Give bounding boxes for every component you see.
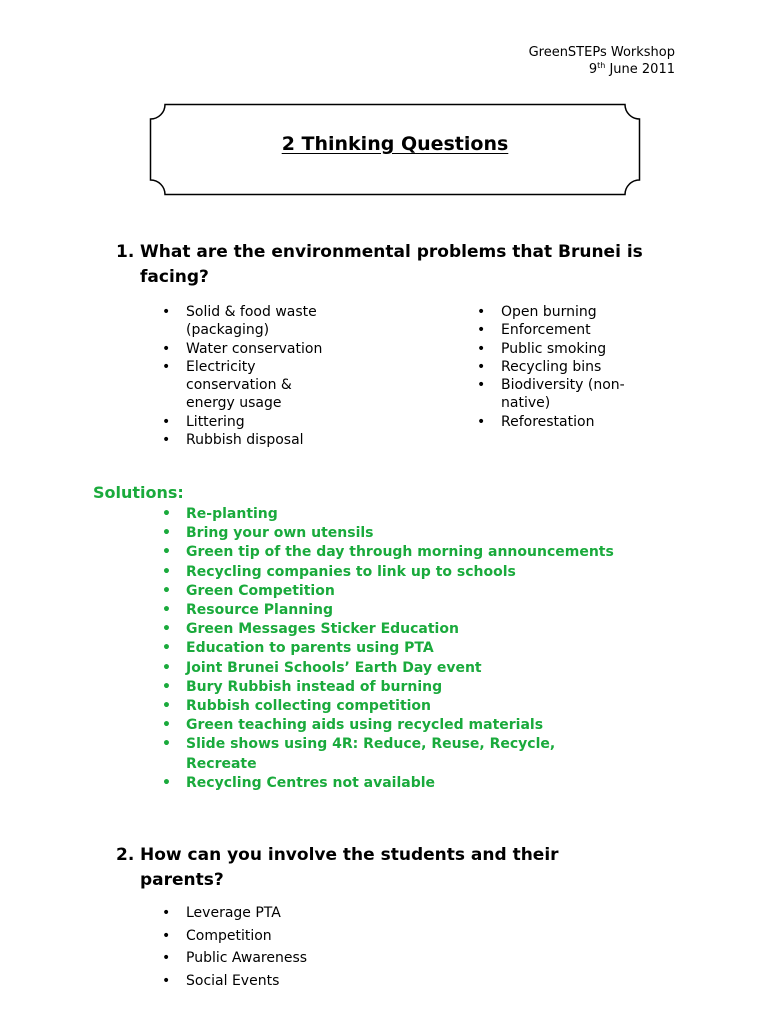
involvement-list: [162, 902, 462, 992]
list-item: • Solid & food waste (packaging): [162, 303, 362, 340]
list-item: • Bury Rubbish instead of burning: [162, 678, 722, 697]
solutions-list: [162, 505, 722, 793]
list-item: • Recycling bins: [477, 358, 677, 376]
list-item: • Education to parents using PTA: [162, 639, 722, 658]
list-item: • Rubbish disposal: [162, 431, 362, 449]
list-item: • Green tip of the day through morning announcements: [162, 543, 722, 562]
list-item: • Recycling companies to link up to schools: [162, 563, 722, 582]
problems-list-left: [162, 303, 362, 449]
workshop-name: GreenSTEPs Workshop: [528, 45, 675, 60]
list-item: • Resource Planning: [162, 601, 722, 620]
list-item: • Rubbish collecting competition: [162, 697, 722, 716]
list-item: • Green Competition: [162, 582, 722, 601]
list-item: • Green Messages Sticker Education: [162, 620, 722, 639]
list-item: • Slide shows using 4R: Reduce, Reuse, Recycle, Recreate: [162, 735, 722, 773]
document-header: [529, 44, 675, 78]
list-item: • Electricity conservation & energy usage: [162, 358, 362, 413]
list-item: • Re-planting: [162, 505, 722, 524]
list-item: • Biodiversity (non- native): [477, 376, 677, 413]
title-frame: [149, 103, 641, 196]
page-title: 2 Thinking Questions: [281, 133, 509, 155]
list-item: • Open burning: [477, 303, 677, 321]
list-item: • Joint Brunei Schools’ Earth Day event: [162, 659, 722, 678]
list-item: • Bring your own utensils: [162, 524, 722, 543]
list-item: • Enforcement: [477, 321, 677, 339]
list-item: • Leverage PTA: [162, 902, 462, 925]
list-item: • Public Awareness: [162, 947, 462, 970]
list-item: • Competition: [162, 925, 462, 948]
problems-list-right: [477, 303, 677, 431]
list-item: • Public smoking: [477, 340, 677, 358]
list-item: • Water conservation: [162, 340, 362, 358]
list-item: • Social Events: [162, 970, 462, 993]
solutions-heading: Solutions:: [93, 483, 184, 502]
question-number: 1.: [116, 242, 135, 262]
list-item: • Reforestation: [477, 413, 677, 431]
list-item: • Green teaching aids using recycled materials: [162, 716, 722, 735]
workshop-date: 9th June 2011: [588, 61, 675, 77]
list-item: • Littering: [162, 413, 362, 431]
list-item: • Recycling Centres not available: [162, 774, 722, 793]
question-number: 2.: [116, 845, 135, 865]
